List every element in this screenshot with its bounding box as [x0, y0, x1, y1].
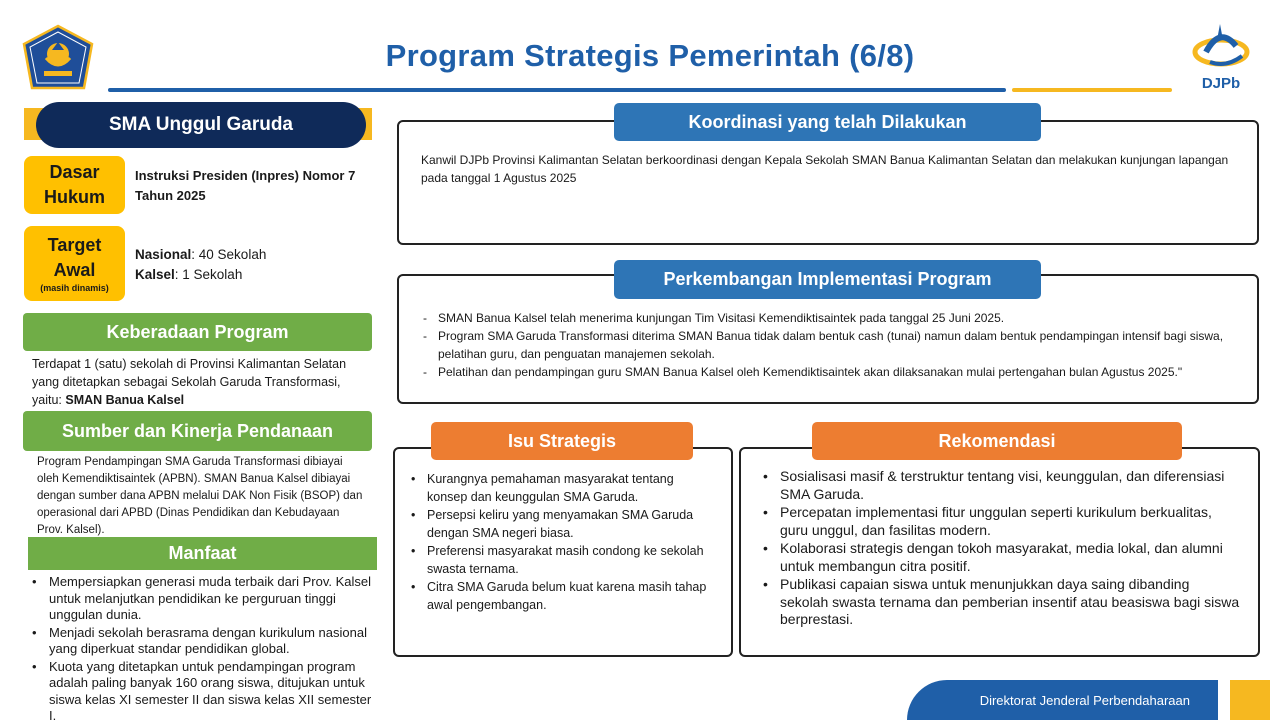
djpb-brand-text: DJPb: [1201, 75, 1241, 92]
isu-strategis-header: Isu Strategis: [431, 422, 693, 460]
title-underline-blue: [108, 88, 1006, 92]
manfaat-header: Manfaat: [28, 537, 377, 570]
koordinasi-text: Kanwil DJPb Provinsi Kalimantan Selatan berkoordinasi dengan Kepala Sekolah SMAN Banua Kalimantan Selatan dan melakukan kunjungan lapangan pada tanggal 1 Agustus 2025: [421, 153, 1229, 185]
list-item: • Publikasi capaian siswa untuk menunjukkan daya saing dibanding sekolah swasta ternama dan pemberian insentif atau beasiswa bagi siswa berprestasi.: [760, 576, 1240, 629]
keberadaan-program-body: Terdapat 1 (satu) sekolah di Provinsi Kalimantan Selatan yang ditetapkan sebagai Sekolah Garuda Transformasi, yaitu:: [32, 357, 347, 407]
manfaat-list: [30, 574, 375, 726]
target-awal-label-line-1: Target: [47, 235, 102, 255]
list-item: • Preferensi masyarakat masih condong ke sekolah swasta ternama.: [409, 542, 709, 578]
isu-strategis-list: [409, 470, 709, 614]
list-item: - SMAN Banua Kalsel telah menerima kunjungan Tim Visitasi Kemendiktisaintek pada tanggal 25 Juni 2025.: [421, 309, 1251, 327]
list-item: • Sosialisasi masif & terstruktur tentang visi, keunggulan, dan diferensiasi SMA Garuda.: [760, 468, 1240, 503]
dasar-hukum-label: [24, 156, 125, 214]
footer-accent: [1230, 680, 1270, 720]
list-item: • Citra SMA Garuda belum kuat karena masih tahap awal pengembangan.: [409, 578, 709, 614]
koordinasi-header: Koordinasi yang telah Dilakukan: [614, 103, 1041, 141]
target-kalsel-label: Kalsel: [135, 267, 175, 282]
perkembangan-header: Perkembangan Implementasi Program: [614, 260, 1041, 299]
target-nasional-value: : 40 Sekolah: [191, 247, 267, 262]
keberadaan-program-text: [32, 355, 372, 409]
list-item: • Kurangnya pemahaman masyarakat tentang konsep dan keunggulan SMA Garuda.: [409, 470, 709, 506]
list-item: • Mempersiapkan generasi muda terbaik dari Prov. Kalsel untuk melanjutkan pendidikan ke perguruan tinggi unggulan dunia.: [30, 574, 375, 624]
list-item: • Persepsi keliru yang menyamakan SMA Garuda dengan SMA negeri biasa.: [409, 506, 709, 542]
dasar-hukum-label-line-2: Hukum: [43, 187, 105, 207]
list-item: • Menjadi sekolah berasrama dengan kurikulum nasional yang diperkuat standar pendidikan global.: [30, 625, 375, 658]
dasar-hukum-label-line-1: Dasar: [49, 162, 100, 182]
target-nasional: [135, 245, 375, 265]
list-item: - Program SMA Garuda Transformasi diterima SMAN Banua tidak dalam bentuk cash (tunai) namun dalam bentuk pendampingan intensif bagi siswa, pelatihan guru, dan penguatan manajemen sekolah.: [421, 327, 1251, 363]
target-awal-values: [135, 245, 375, 285]
footer-text: Direktorat Jenderal Perbendaharaan: [979, 692, 1190, 708]
djpb-logo-icon: [1190, 22, 1252, 76]
perkembangan-list: [421, 309, 1251, 381]
target-kalsel-value: : 1 Sekolah: [174, 267, 243, 282]
dasar-hukum-value: Instruksi Presiden (Inpres) Nomor 7 Tahun 2025: [135, 168, 356, 203]
target-awal-label-line-2: Awal: [53, 260, 96, 280]
list-item: • Kuota yang ditetapkan untuk pendampingan program adalah paling banyak 160 orang siswa, ditujukan untuk siswa kelas XI semester II dan siswa kelas XII semester I.: [30, 659, 375, 725]
target-nasional-label: Nasional: [135, 247, 192, 262]
target-awal-label: [24, 226, 125, 301]
target-awal-note: (masih dinamis): [40, 283, 109, 293]
list-item: • Kolaborasi strategis dengan tokoh masyarakat, media lokal, dan alumni untuk membangun citra positif.: [760, 540, 1240, 575]
program-name: SMA Unggul Garuda: [36, 102, 366, 148]
list-item: - Pelatihan dan pendampingan guru SMAN Banua Kalsel oleh Kemendiktisaintek akan dilaksanakan mulai pertengahan bulan Agustus 2025.": [421, 363, 1251, 381]
keberadaan-program-header: Keberadaan Program: [23, 313, 372, 351]
rekomendasi-list: [760, 468, 1240, 630]
footer-bar: [907, 680, 1218, 720]
kemenkeu-logo-icon: [22, 24, 94, 90]
page-title: Program Strategis Pemerintah (6/8): [385, 38, 915, 73]
title-underline-gold: [1012, 88, 1172, 92]
rekomendasi-header: Rekomendasi: [812, 422, 1182, 460]
list-item: • Percepatan implementasi fitur unggulan seperti kurikulum berkualitas, guru unggul, dan fasilitas modern.: [760, 504, 1240, 539]
target-kalsel: [135, 265, 375, 285]
pendanaan-text: Program Pendampingan SMA Garuda Transformasi dibiayai oleh Kemendiktisaintek (APBN). SMAN Banua Kalsel dibiayai dengan sumber dana APBN melalui DAK Non Fisik (BSOP) dan operasional dari APBD (Dinas Pendidikan dan Kebudayaan Prov. Kalsel).: [37, 456, 363, 536]
keberadaan-program-school: SMAN Banua Kalsel: [65, 393, 185, 407]
pendanaan-header: Sumber dan Kinerja Pendanaan: [23, 411, 372, 451]
